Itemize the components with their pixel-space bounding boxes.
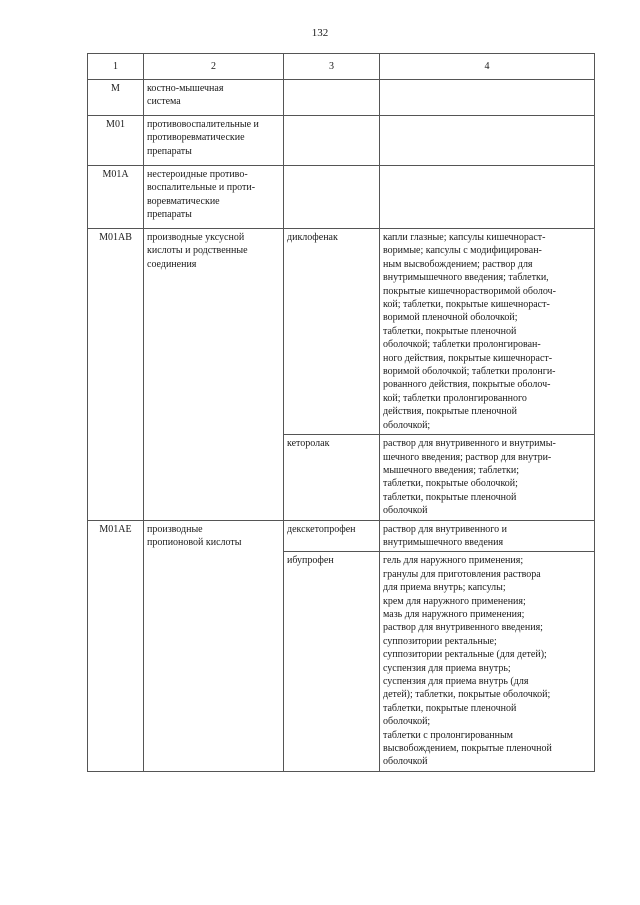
atc-code: M01 xyxy=(88,116,144,166)
dosage-forms: гель для наружного применения; гранулы для приготовления раствора для приема внутрь; капсулы; крем для наружного применения; мазь для наружного применения; раствор для внутривенного введения; суппозитории ректальные; суппозитории ректальные (для детей); суспензия для приема внутрь; суспензия для приема внутрь (для детей); таблетки, покрытые оболочкой; таблетки, покрытые пленочной оболочкой; таблетки с пролонгированным высвобождением, покрытые пленочной оболочкой xyxy=(380,552,595,772)
page-number: 132 xyxy=(311,27,329,39)
dosage-forms: капли глазные; капсулы кишечнораст- воримые; капсулы с модифицирован- ным высвобождением; раствор для внутримышечного введения; таблетки, покрытые кишечнорастворимой оболоч- кой; таблетки, покрытые кишечнораст- воримой пленочной оболочкой; таблетки, покрытые пленочной оболочкой; таблетки пролонгирован- ного действия, покрытые кишечнораст- воримой оболочкой; таблетки пролонги- рованного действия, покрытые оболоч- кой; таблетки пролонгированного действия, покрытые пленочной оболочкой; xyxy=(380,229,595,435)
atc-code: M01AB xyxy=(88,229,144,521)
table-row xyxy=(88,229,595,435)
table-row xyxy=(88,80,595,116)
column-header-4: 4 xyxy=(380,54,595,80)
drug-name: диклофенак xyxy=(284,229,380,435)
drug-name: декскетопрофен xyxy=(284,520,380,552)
atc-code: M xyxy=(88,80,144,116)
atc-code: M01A xyxy=(88,166,144,229)
group-name: нестероидные противо- воспалительные и проти- воревматические препараты xyxy=(144,166,284,229)
column-header-3: 3 xyxy=(284,54,380,80)
dosage-forms-cell xyxy=(380,166,595,229)
group-name: костно-мышечная система xyxy=(144,80,284,116)
group-name: производные уксусной кислоты и родственные соединения xyxy=(144,229,284,521)
table-row xyxy=(88,166,595,229)
column-header-2: 2 xyxy=(144,54,284,80)
dosage-forms-cell xyxy=(380,116,595,166)
drug-classification-table xyxy=(87,53,595,772)
atc-code: M01AE xyxy=(88,520,144,771)
table-row xyxy=(88,520,595,552)
dosage-forms: раствор для внутривенного и внутримы- шечного введения; раствор для внутри- мышечного введения; таблетки; таблетки, покрытые оболочкой; таблетки, покрытые пленочной оболочкой xyxy=(380,435,595,520)
drug-name-cell xyxy=(284,166,380,229)
drug-name: ибупрофен xyxy=(284,552,380,772)
group-name: противовоспалительные и противоревматические препараты xyxy=(144,116,284,166)
dosage-forms-cell xyxy=(380,80,595,116)
drug-name: кеторолак xyxy=(284,435,380,520)
table-header-row xyxy=(88,54,595,80)
drug-name-cell xyxy=(284,116,380,166)
column-header-1: 1 xyxy=(88,54,144,80)
dosage-forms: раствор для внутривенного и внутримышечного введения xyxy=(380,520,595,552)
drug-name-cell xyxy=(284,80,380,116)
table-row xyxy=(88,116,595,166)
group-name: производные пропионовой кислоты xyxy=(144,520,284,771)
